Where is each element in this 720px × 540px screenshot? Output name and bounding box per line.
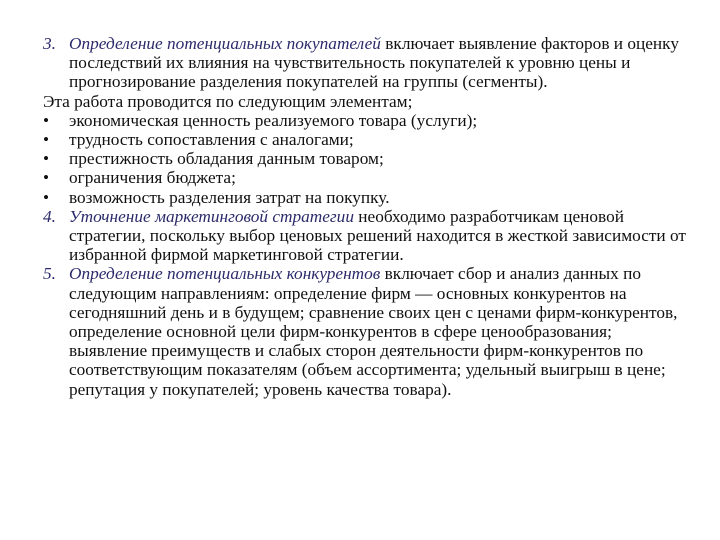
item-emphasis: Определение потенциальных конкурентов: [69, 264, 381, 284]
numbered-item-4: [43, 207, 693, 265]
item-emphasis: Уточнение маркетинговой стратегии: [69, 206, 354, 226]
item-text: включает сбор и анализ данных по следующим направлениям: определение фирм — основных конкурентов на сегодняшний день и в будущем; сравнение своих цен с ценами фирм-конкурентов, определение основной цели фирм-конкурентов в сфере ценообразования; выявление преимуществ и слабых сторон деятельности фирм-конкурентов по соответствующим показателям (объем ассортимента; удельный выигрыш в цене; репутация у покупателей; уровень качества товара).: [69, 264, 678, 399]
bullet-item: [43, 130, 693, 149]
numbered-item-5: [43, 264, 693, 398]
slide-text: [43, 34, 693, 399]
intro-line: Эта работа проводится по следующим элементам;: [43, 91, 413, 111]
bullet-marker: •: [43, 130, 50, 150]
bullet-text: экономическая ценность реализуемого товара (услуги);: [69, 110, 478, 130]
bullet-marker: •: [43, 110, 50, 130]
bullet-text: ограничения бюджета;: [69, 168, 236, 188]
bullet-text: трудность сопоставления с аналогами;: [69, 130, 354, 150]
bullet-item: [43, 149, 693, 168]
item-text: необходимо разработчикам ценовой стратегии, поскольку выбор ценовых решений находится в жесткой зависимости от избранной фирмой маркетинговой стратегии.: [69, 206, 686, 265]
bullet-marker: •: [43, 187, 50, 207]
bullet-text: возможность разделения затрат на покупку.: [69, 187, 390, 207]
item-text: включает выявление факторов и оценку последствий их влияния на чувствительность покупателей к уровню цены и прогнозирование разделения покупателей на группы (сегменты).: [69, 34, 679, 92]
bullet-item: [43, 168, 693, 187]
bullet-marker: •: [43, 149, 50, 169]
bullet-item: [43, 111, 693, 130]
bullet-text: престижность обладания данным товаром;: [69, 149, 384, 169]
item-number: 5.: [43, 264, 56, 284]
bullet-item: [43, 188, 693, 207]
numbered-item-3: [43, 34, 693, 92]
item-number: 4.: [43, 206, 56, 226]
item-emphasis: Определение потенциальных покупателей: [69, 34, 381, 53]
bullet-marker: •: [43, 168, 50, 188]
item-number: 3.: [43, 34, 56, 53]
